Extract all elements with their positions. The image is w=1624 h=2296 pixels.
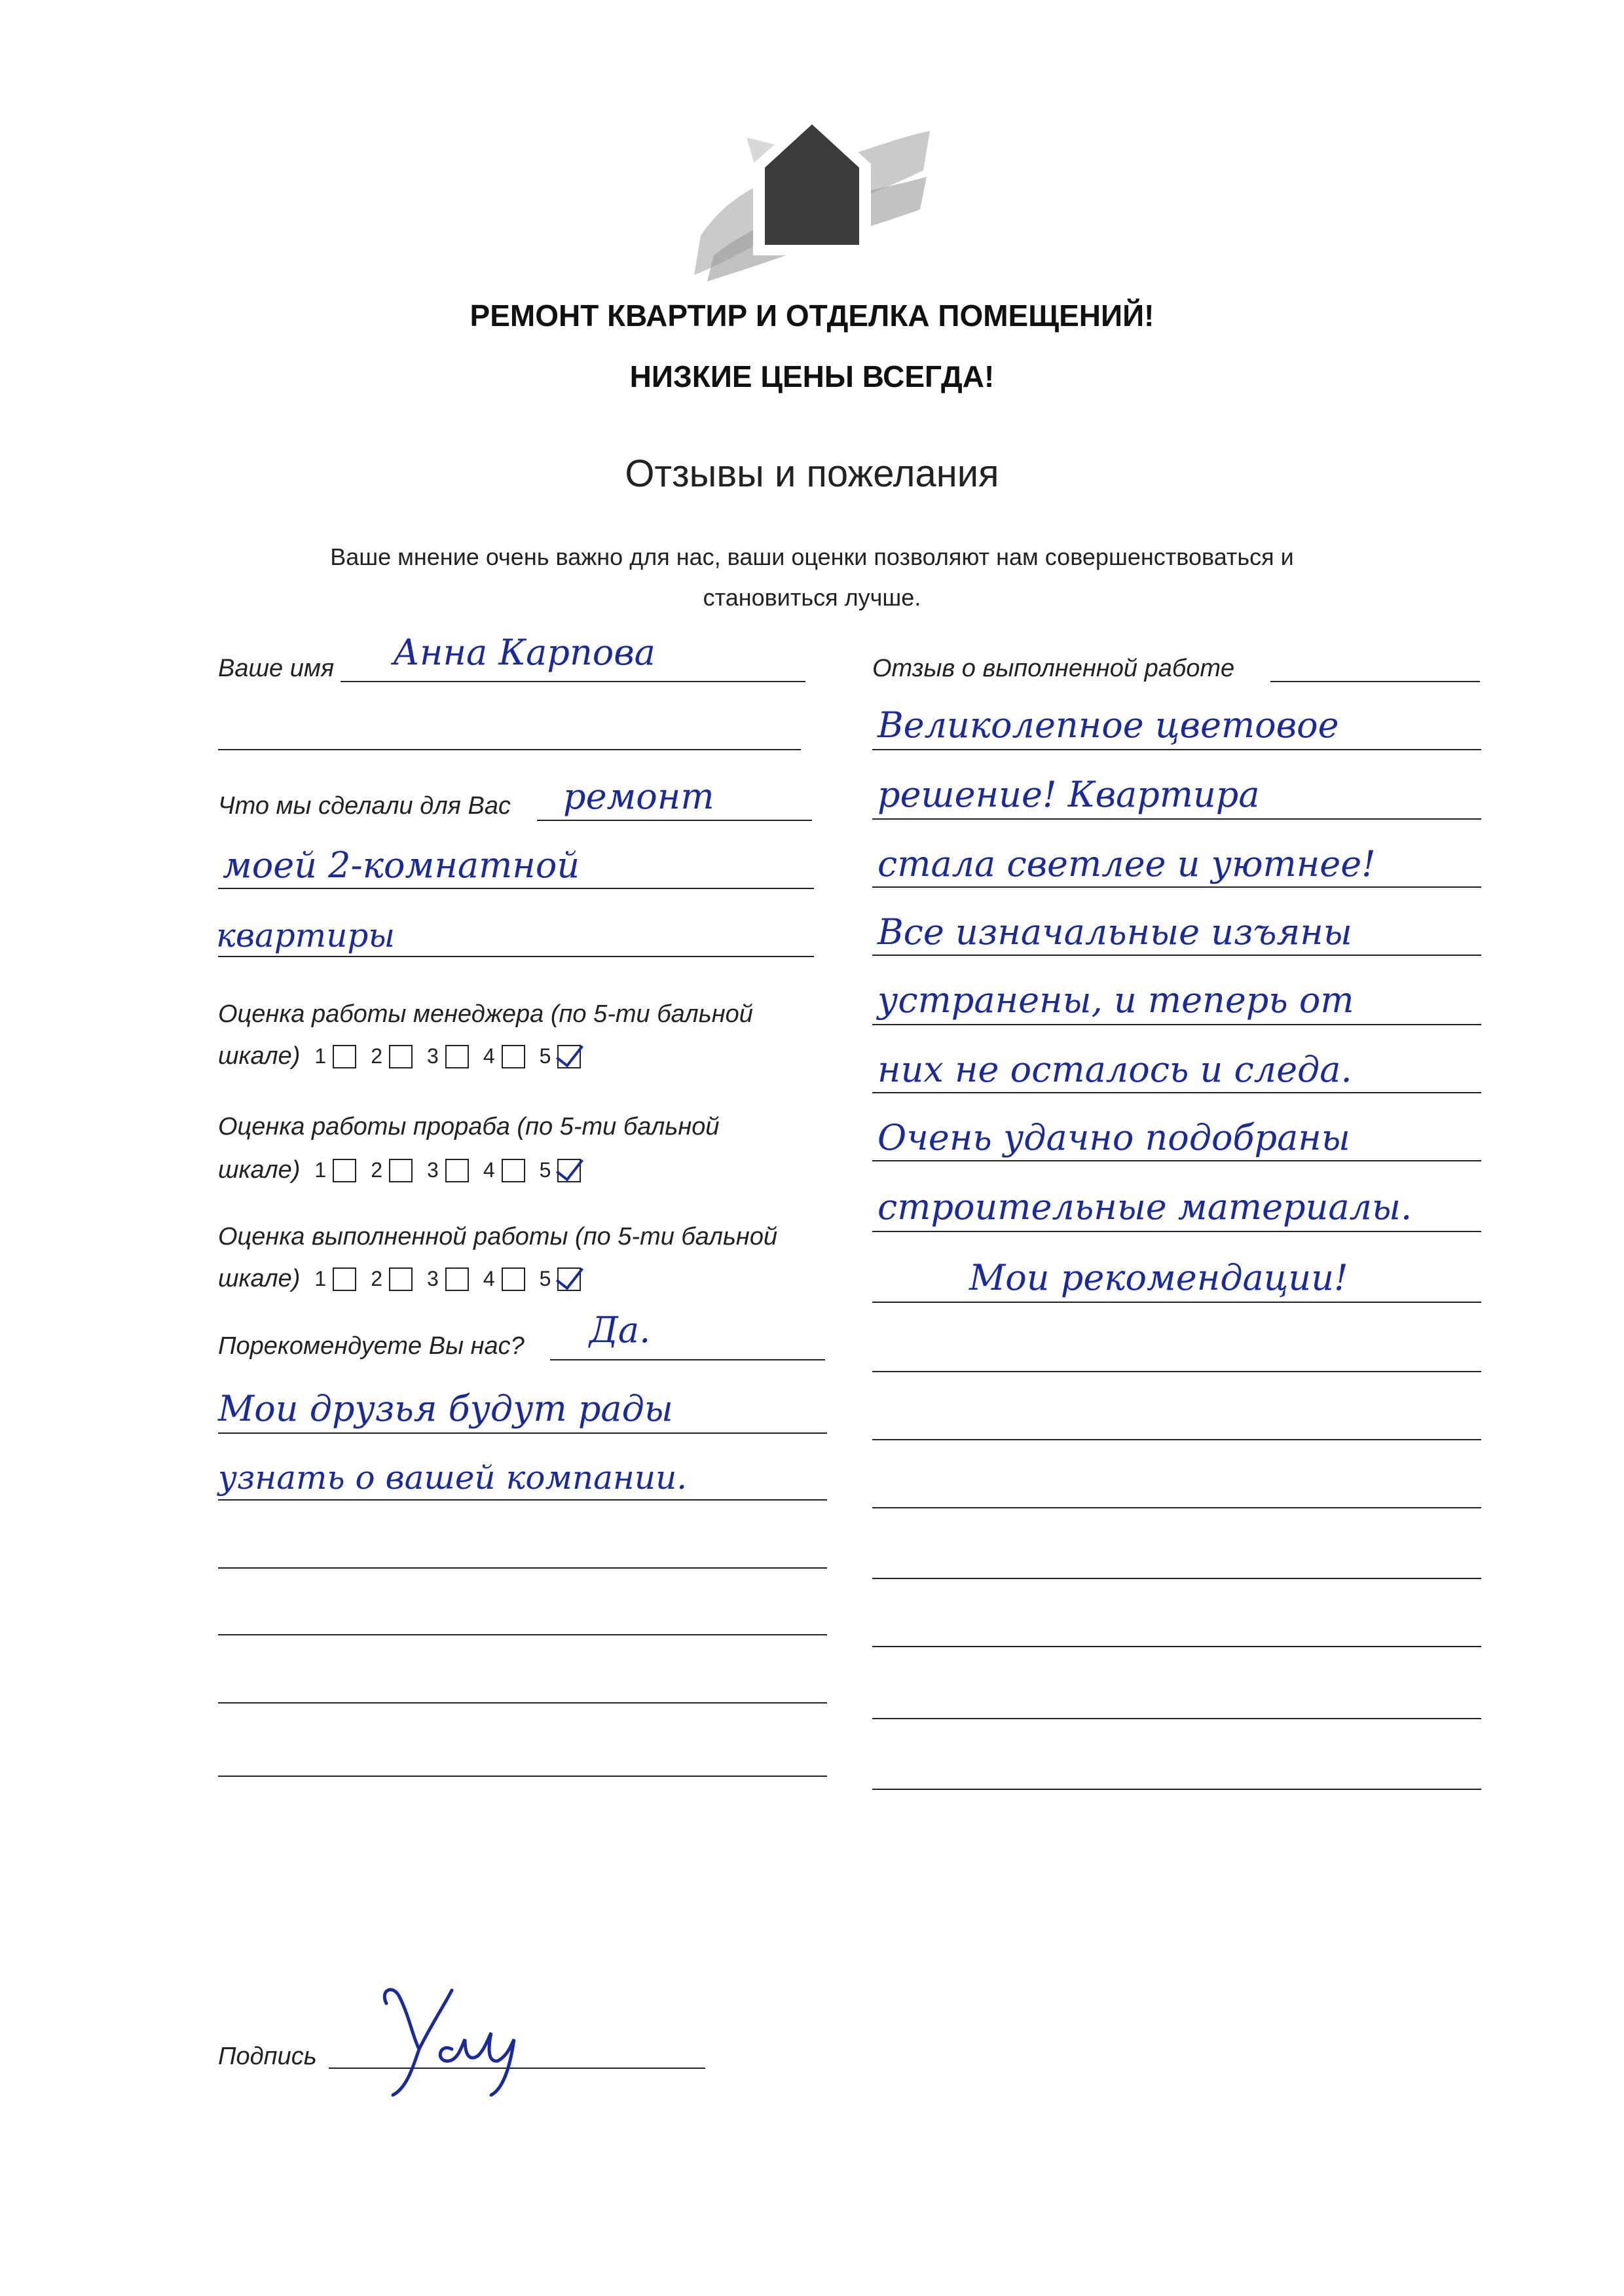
recommend-line-3 (218, 1499, 827, 1501)
scale-num-3: 3 (427, 1044, 439, 1068)
manager-rating-scale (218, 1042, 581, 1070)
scale-num-5: 5 (539, 1158, 551, 1182)
scale-num-4: 4 (483, 1158, 495, 1182)
recommend-value[interactable]: Да. (589, 1309, 651, 1351)
foreman-rating-scale (218, 1156, 581, 1184)
scale-num-2: 2 (371, 1267, 383, 1290)
intro-line-1: Ваше мнение очень важно для нас, ваши оценки позволяют нам совершенствоваться и (330, 543, 1294, 570)
scale-num-4: 4 (483, 1044, 495, 1068)
scale-num-1: 1 (314, 1044, 327, 1068)
name-label: Ваше имя (218, 655, 335, 682)
done-line-1 (537, 820, 812, 821)
scale-num-5: 5 (539, 1044, 551, 1068)
review-line-3 (872, 886, 1481, 888)
foreman-rating-label: Оценка работы прораба (по 5-ти бальной (218, 1113, 720, 1140)
review-text-5[interactable]: устранены, и теперь от (877, 979, 1354, 1021)
foreman-rating-5-checkbox[interactable] (557, 1159, 581, 1182)
review-line-1 (872, 749, 1481, 750)
work-rating-4-checkbox[interactable] (502, 1267, 525, 1291)
done-label: Что мы сделали для Вас (218, 792, 511, 820)
intro-line-2: становиться лучше. (703, 584, 921, 611)
foreman-rating-4-checkbox[interactable] (502, 1159, 525, 1182)
manager-rating-4-checkbox[interactable] (502, 1045, 525, 1068)
scale-num-4: 4 (483, 1267, 495, 1290)
recommend-label: Порекомендуете Вы нас? (218, 1332, 525, 1360)
scale-num-1: 1 (314, 1267, 327, 1290)
signature-label: Подпись (218, 2043, 317, 2070)
review-text-8[interactable]: строительные материалы. (877, 1186, 1412, 1228)
work-rating-5-checkbox[interactable] (557, 1267, 581, 1291)
house-logo-icon (688, 98, 936, 295)
review-text-9[interactable]: Мои рекомендации! (969, 1257, 1348, 1298)
foreman-rating-1-checkbox[interactable] (333, 1159, 356, 1182)
review-line-4 (872, 955, 1481, 956)
recommend-line-1 (550, 1359, 825, 1360)
scale-word: шкале) (218, 1265, 301, 1292)
name-value[interactable]: Анна Карпова (393, 632, 655, 673)
recommend-text-2[interactable]: узнать о вашей компании. (218, 1459, 688, 1497)
review-line-12 (872, 1507, 1481, 1508)
work-rating-2-checkbox[interactable] (389, 1267, 413, 1291)
review-line-2 (872, 818, 1481, 820)
form-title: Отзывы и пожелания (625, 452, 999, 495)
review-line-16 (872, 1789, 1481, 1790)
manager-rating-label: Оценка работы менеджера (по 5-ти бальной (218, 1000, 753, 1028)
review-text-6[interactable]: них не осталось и следа. (877, 1049, 1352, 1090)
review-line-5 (872, 1024, 1481, 1025)
review-line-10 (872, 1371, 1481, 1372)
name-line (341, 681, 805, 682)
review-text-2[interactable]: решение! Квартира (877, 774, 1260, 815)
scale-num-3: 3 (427, 1158, 439, 1182)
headline-secondary: НИЗКИЕ ЦЕНЫ ВСЕГДА! (629, 359, 995, 393)
foreman-rating-3-checkbox[interactable] (445, 1159, 469, 1182)
work-rating-3-checkbox[interactable] (445, 1267, 469, 1291)
done-text-2[interactable]: моей 2-комнатной (223, 845, 580, 886)
scale-num-2: 2 (371, 1044, 383, 1068)
recommend-text-1[interactable]: Мои друзья будут рады (218, 1388, 673, 1429)
done-text-1[interactable]: ремонт (563, 776, 714, 817)
recommend-line-5 (218, 1634, 827, 1635)
review-line-13 (872, 1578, 1481, 1579)
review-line-14 (872, 1646, 1481, 1647)
recommend-line-6 (218, 1702, 827, 1704)
done-text-3[interactable]: квартиры (216, 917, 396, 955)
manager-rating-1-checkbox[interactable] (333, 1045, 356, 1068)
form-intro (0, 537, 1624, 618)
recommend-line-4 (218, 1567, 827, 1569)
scale-num-1: 1 (314, 1158, 327, 1182)
review-line-7 (872, 1160, 1481, 1161)
foreman-rating-2-checkbox[interactable] (389, 1159, 413, 1182)
review-line-6 (872, 1092, 1481, 1093)
scale-num-5: 5 (539, 1267, 551, 1290)
work-rating-label: Оценка выполненной работы (по 5-ти бальной (218, 1223, 778, 1250)
review-label: Отзыв о выполненной работе (872, 655, 1235, 682)
scale-word: шкале) (218, 1156, 301, 1184)
review-line-0 (1270, 681, 1480, 682)
manager-rating-5-checkbox[interactable] (557, 1045, 581, 1068)
headline-primary: РЕМОНТ КВАРТИР И ОТДЕЛКА ПОМЕЩЕНИЙ! (470, 299, 1154, 333)
review-line-11 (872, 1439, 1481, 1440)
work-rating-scale (218, 1265, 581, 1293)
scale-word: шкале) (218, 1042, 301, 1070)
review-text-1[interactable]: Великолепное цветовое (877, 704, 1339, 746)
review-text-3[interactable]: стала светлее и уютнее! (877, 843, 1376, 884)
name-extra-line (218, 749, 801, 750)
done-line-2 (218, 888, 814, 889)
recommend-line-7 (218, 1776, 827, 1777)
review-text-7[interactable]: Очень удачно подобраны (877, 1117, 1350, 1158)
done-line-3 (218, 956, 814, 957)
scale-num-2: 2 (371, 1158, 383, 1182)
recommend-line-2 (218, 1432, 827, 1434)
review-line-9 (872, 1302, 1481, 1303)
scale-num-3: 3 (427, 1267, 439, 1290)
manager-rating-3-checkbox[interactable] (445, 1045, 469, 1068)
work-rating-1-checkbox[interactable] (333, 1267, 356, 1291)
signature-icon[interactable] (373, 1977, 544, 2102)
review-line-15 (872, 1718, 1481, 1719)
review-text-4[interactable]: Все изначальные изъяны (877, 911, 1352, 953)
review-line-8 (872, 1231, 1481, 1232)
manager-rating-2-checkbox[interactable] (389, 1045, 413, 1068)
